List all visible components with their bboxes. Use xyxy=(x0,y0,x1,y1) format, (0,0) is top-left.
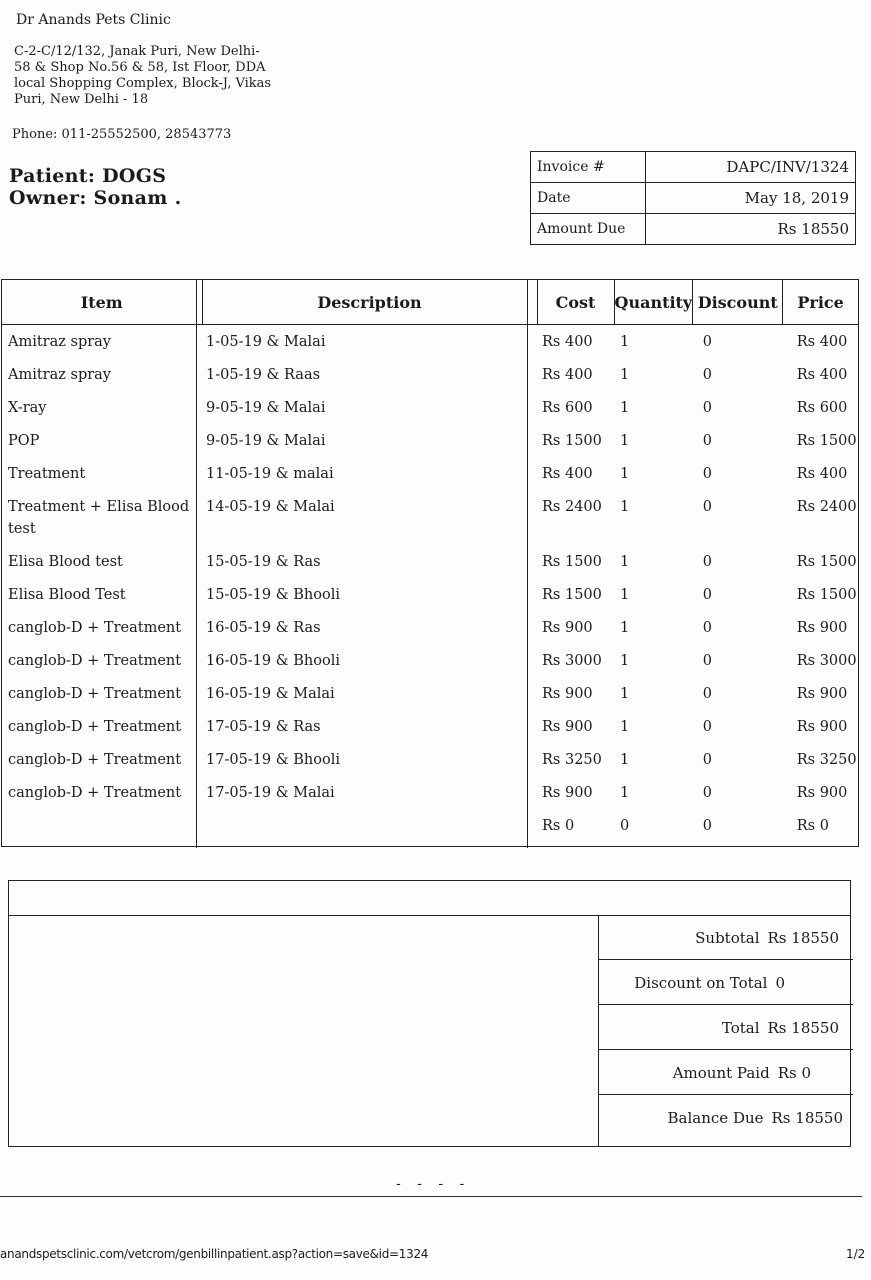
page-url: anandspetsclinic.com/vetcrom/genbillinpatient.asp?action=save&id=1324 xyxy=(0,1247,429,1261)
cost-cell: Rs 400 xyxy=(542,367,593,383)
item-cell: X-ray xyxy=(8,400,47,416)
quantity-cell: 1 xyxy=(620,620,630,636)
price-cell: Rs 2400 xyxy=(796,499,857,515)
discount-cell: 0 xyxy=(702,818,712,834)
address-line: C-2-C/12/132, Janak Puri, New Delhi- xyxy=(14,44,260,59)
item-cell: Elisa Blood test xyxy=(8,554,123,570)
table-row xyxy=(2,391,858,424)
price-cell: Rs 900 xyxy=(796,620,848,636)
address-line: 58 & Shop No.56 & 58, Ist Floor, DDA xyxy=(14,60,266,75)
discount-value: 0 xyxy=(775,974,785,992)
header-quantity: Quantity xyxy=(614,280,693,325)
description-cell: 9-05-19 & Malai xyxy=(206,400,326,416)
invoice-number-row xyxy=(531,152,856,183)
subtotal-value: Rs 18550 xyxy=(767,929,839,947)
discount-cell: 0 xyxy=(702,554,712,570)
description-cell: 15-05-19 & Bhooli xyxy=(206,587,341,603)
cost-cell: Rs 1500 xyxy=(542,433,602,449)
item-cell: Treatment + Elisa Blood test xyxy=(8,499,190,537)
amount-paid-label: Amount Paid xyxy=(672,1064,770,1082)
cost-cell: Rs 400 xyxy=(542,466,593,482)
header-cost: Cost xyxy=(537,280,614,325)
patient-block xyxy=(9,165,182,209)
item-cell: canglob-D + Treatment xyxy=(8,686,182,702)
item-cell: canglob-D + Treatment xyxy=(8,785,182,801)
amount-paid-value: Rs 0 xyxy=(777,1064,811,1082)
quantity-cell: 1 xyxy=(620,466,630,482)
table-row xyxy=(2,457,858,490)
discount-cell: 0 xyxy=(702,433,712,449)
item-cell: canglob-D + Treatment xyxy=(8,620,182,636)
table-row xyxy=(2,809,858,842)
invoice-date-row xyxy=(531,183,856,214)
price-cell: Rs 3000 xyxy=(796,653,857,669)
cost-cell: Rs 900 xyxy=(542,686,593,702)
cost-cell: Rs 1500 xyxy=(542,554,602,570)
quantity-cell: 1 xyxy=(620,334,630,350)
item-cell: POP xyxy=(8,433,40,449)
total-row xyxy=(599,1005,853,1050)
table-row xyxy=(2,710,858,743)
quantity-cell: 1 xyxy=(620,499,630,515)
description-cell: 15-05-19 & Ras xyxy=(206,554,321,570)
cost-cell: Rs 3250 xyxy=(542,752,602,768)
discount-cell: 0 xyxy=(702,620,712,636)
clinic-address xyxy=(14,44,284,108)
discount-row xyxy=(599,960,853,1005)
table-row xyxy=(2,578,858,611)
item-cell xyxy=(2,809,202,842)
cost-cell: Rs 400 xyxy=(542,334,593,350)
header-item: Item xyxy=(2,280,202,325)
description-cell: 16-05-19 & Malai xyxy=(206,686,335,702)
balance-due-row xyxy=(599,1095,853,1140)
totals-rows xyxy=(598,915,853,1147)
clinic-name: Dr Anands Pets Clinic xyxy=(16,12,171,28)
quantity-cell: 1 xyxy=(620,752,630,768)
discount-cell: 0 xyxy=(702,367,712,383)
discount-cell: 0 xyxy=(702,499,712,515)
description-cell: 17-05-19 & Ras xyxy=(206,719,321,735)
discount-cell: 0 xyxy=(702,400,712,416)
quantity-cell: 1 xyxy=(620,587,630,603)
item-cell: Amitraz spray xyxy=(8,367,112,383)
header-price: Price xyxy=(783,280,858,325)
items-header-row xyxy=(2,280,858,325)
amount-due-label: Amount Due xyxy=(531,214,646,245)
item-cell: Elisa Blood Test xyxy=(8,587,126,603)
quantity-cell: 1 xyxy=(620,719,630,735)
description-cell: 16-05-19 & Ras xyxy=(206,620,321,636)
description-cell: 11-05-19 & malai xyxy=(206,466,334,482)
item-cell: canglob-D + Treatment xyxy=(8,719,182,735)
quantity-cell: 1 xyxy=(620,400,630,416)
table-row xyxy=(2,776,858,809)
price-cell: Rs 400 xyxy=(796,466,848,482)
description-cell: 16-05-19 & Bhooli xyxy=(206,653,341,669)
cost-cell: Rs 2400 xyxy=(542,499,602,515)
total-label: Total xyxy=(721,1019,760,1037)
quantity-cell: 1 xyxy=(620,686,630,702)
amount-paid-row xyxy=(599,1050,853,1095)
description-cell: 17-05-19 & Bhooli xyxy=(206,752,341,768)
invoice-number: DAPC/INV/1324 xyxy=(646,152,856,183)
table-row xyxy=(2,325,858,359)
description-cell xyxy=(202,809,537,842)
description-cell: 17-05-19 & Malai xyxy=(206,785,335,801)
discount-cell: 0 xyxy=(702,466,712,482)
cost-cell: Rs 900 xyxy=(542,719,593,735)
price-cell: Rs 3250 xyxy=(796,752,857,768)
item-cell: Treatment xyxy=(8,466,86,482)
invoice-number-label: Invoice # xyxy=(531,152,646,183)
discount-cell: 0 xyxy=(702,653,712,669)
items-table xyxy=(1,279,859,847)
price-cell: Rs 900 xyxy=(796,785,848,801)
column-divider xyxy=(196,280,197,848)
quantity-cell: 1 xyxy=(620,367,630,383)
table-row xyxy=(2,677,858,710)
cost-cell: Rs 600 xyxy=(542,400,593,416)
amount-due-value: Rs 18550 xyxy=(646,214,856,245)
subtotal-row xyxy=(599,915,853,960)
cost-cell: Rs 1500 xyxy=(542,587,602,603)
column-divider xyxy=(527,280,528,848)
invoice-date: May 18, 2019 xyxy=(646,183,856,214)
price-cell: Rs 400 xyxy=(796,367,848,383)
owner-name: Owner: Sonam . xyxy=(9,187,182,209)
price-cell: Rs 600 xyxy=(796,400,848,416)
price-cell: Rs 1500 xyxy=(796,587,857,603)
address-line: local Shopping Complex, Block-J, Vikas xyxy=(14,76,272,91)
item-cell: canglob-D + Treatment xyxy=(8,752,182,768)
cost-cell: Rs 0 xyxy=(542,818,575,834)
separator-dots: - - - - xyxy=(396,1176,471,1192)
description-cell: 9-05-19 & Malai xyxy=(206,433,326,449)
item-cell: canglob-D + Treatment xyxy=(8,653,182,669)
price-cell: Rs 1500 xyxy=(796,554,857,570)
balance-due-value: Rs 18550 xyxy=(771,1109,843,1127)
discount-cell: 0 xyxy=(702,719,712,735)
discount-cell: 0 xyxy=(702,752,712,768)
discount-label: Discount on Total xyxy=(634,974,768,992)
discount-cell: 0 xyxy=(702,587,712,603)
description-cell: 1-05-19 & Malai xyxy=(206,334,326,350)
description-cell: 14-05-19 & Malai xyxy=(206,499,335,515)
quantity-cell: 1 xyxy=(620,785,630,801)
table-row xyxy=(2,743,858,776)
invoice-date-label: Date xyxy=(531,183,646,214)
price-cell: Rs 400 xyxy=(796,334,848,350)
footer-line xyxy=(0,1196,862,1197)
clinic-phone: Phone: 011-25552500, 28543773 xyxy=(12,127,232,142)
address-line: Puri, New Delhi - 18 xyxy=(14,92,149,107)
subtotal-label: Subtotal xyxy=(695,929,760,947)
price-cell: Rs 900 xyxy=(796,686,848,702)
price-cell: Rs 1500 xyxy=(796,433,857,449)
quantity-cell: 1 xyxy=(620,653,630,669)
discount-cell: 0 xyxy=(702,334,712,350)
description-cell: 1-05-19 & Raas xyxy=(206,367,321,383)
invoice-info-table xyxy=(530,151,856,245)
discount-cell: 0 xyxy=(702,785,712,801)
total-value: Rs 18550 xyxy=(767,1019,839,1037)
quantity-cell: 1 xyxy=(620,433,630,449)
table-row xyxy=(2,358,858,391)
balance-due-label: Balance Due xyxy=(667,1109,764,1127)
table-row xyxy=(2,644,858,677)
table-row xyxy=(2,490,858,545)
discount-cell: 0 xyxy=(702,686,712,702)
page-number: 1/2 xyxy=(846,1247,866,1261)
header-discount: Discount xyxy=(693,280,783,325)
table-row xyxy=(2,424,858,457)
quantity-cell: 0 xyxy=(620,818,630,834)
header-description: Description xyxy=(202,280,537,325)
price-cell: Rs 900 xyxy=(796,719,848,735)
cost-cell: Rs 900 xyxy=(542,785,593,801)
totals-box xyxy=(8,880,851,1147)
price-cell: Rs 0 xyxy=(796,818,829,834)
cost-cell: Rs 900 xyxy=(542,620,593,636)
patient-name: Patient: DOGS xyxy=(9,165,167,187)
cost-cell: Rs 3000 xyxy=(542,653,602,669)
table-row xyxy=(2,611,858,644)
table-row xyxy=(2,545,858,578)
quantity-cell: 1 xyxy=(620,554,630,570)
item-cell: Amitraz spray xyxy=(8,334,112,350)
amount-due-row xyxy=(531,214,856,245)
